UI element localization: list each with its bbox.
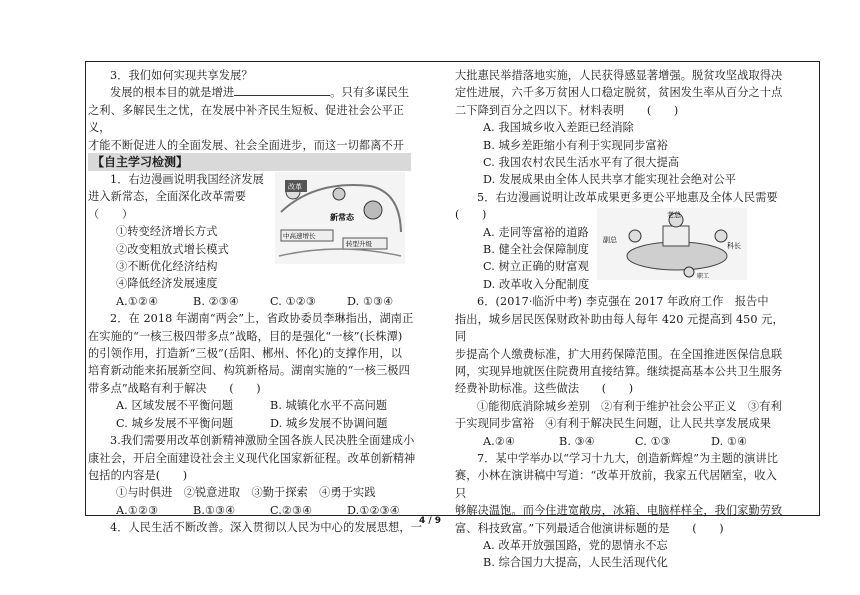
choice[interactable]: A.①②③ (116, 503, 159, 517)
q6-choices (455, 433, 787, 450)
q2-choices-ab (88, 397, 424, 414)
q4-option-d[interactable]: D. 发展成果由全体人民共享才能实现社会绝对公平 (483, 173, 737, 187)
q3-line2: 之利、多解民生之忧，在发展中补齐民生短板、促进社会公平正义， (88, 103, 405, 135)
q3b-line3: 包括的内容是( ) (88, 468, 188, 482)
q1-line2: 进入新常态，全面深化改革需要 (88, 190, 247, 204)
q3b-line2: 康社会，开启全面建设社会主义现代化国家新征程。改革创新精神 (88, 451, 416, 465)
q7-line2: 赛，小林在演讲稿中写道：“改革开放前，我家五代居陋室，收入只 (455, 469, 777, 500)
band-growth: 中高速增长 (283, 232, 316, 240)
q5-option-b[interactable]: B. 健全社会保障制度 (483, 243, 589, 257)
q3-title: 3．我们如何实现共享发展？ (110, 69, 253, 82)
choice[interactable]: B. 城镇化水平不高问题 (270, 399, 388, 413)
cartoon-economy-image (275, 172, 405, 264)
choice[interactable]: B.①③④ (193, 503, 236, 517)
choice[interactable]: B. ③④ (559, 434, 595, 448)
q2-line4: 培育新动能来拓展新空间、构筑新格局。湖南实施的“一核三极四 (88, 364, 410, 378)
choice[interactable]: C. ①③ (635, 434, 671, 448)
q2-line1: 2．在 2018 年湖南“两会”上，省政协委员李琳指出，湖南正 (110, 312, 414, 326)
choice[interactable]: A. 区域发展不平衡问题 (116, 399, 234, 413)
q4-line2: 大批惠民举措落地实施，人民获得感显著增强。脱贫攻坚战取得决 (455, 69, 783, 82)
choice[interactable]: C. 城乡发展不平衡问题 (116, 416, 234, 430)
q6-line4: 网，实现异地就医住院费用直接结算。继续提高基本公共卫生服务 (455, 364, 783, 378)
q7-option-b[interactable]: B. 综合国力大提高，人民生活现代化 (483, 556, 668, 570)
choice[interactable]: D.①②③④ (347, 503, 400, 517)
choice[interactable]: A.②④ (483, 434, 516, 448)
q3-line1: 发展的根本目的就是增进 。只有多谋民生 (110, 86, 410, 100)
q1-option-4: ④降低经济发展速度 (116, 277, 218, 291)
answer-blank[interactable] (234, 84, 330, 96)
q1-line1: 1．右边漫画说明我国经济发展 (110, 173, 264, 186)
q4-option-c[interactable]: C. 我国农村农民生活水平有了很大提高 (483, 156, 680, 170)
q1-option-2: ②改变粗放式增长模式 (116, 242, 229, 256)
q6-line1: 6．(2017·临沂中考) 李克强在 2017 年政府工作 报告中 (477, 295, 769, 309)
q6-line3: 步提高个人缴费标准，扩大用药保障范围。在全国推进医保信息联 (455, 347, 783, 361)
q5-option-a[interactable]: A. 走同等富裕的道路 (483, 225, 589, 239)
q4-line3: 定性进展，六千多万贫困人口稳定脱贫，贫困发生率从百分之十点 (455, 86, 783, 100)
q6-options-2: 于实现同步富裕 ④有利于解决民生问题，让人民共享发展成果 (455, 417, 772, 431)
band-upgrade: 转型升级 (346, 240, 372, 248)
q3b-options: ①与时俱进 ②锐意进取 ③勤于探索 ④勇于实践 (116, 486, 376, 500)
q1-option-3: ③不断优化经济结构 (116, 260, 218, 274)
section-title: 【自主学习检测】 (88, 153, 411, 171)
q2-line3: 的引领作用，打造新“三极”(岳阳、郴州、怀化)的支撑作用，以 (88, 347, 403, 361)
label-chief: 科长 (727, 242, 741, 250)
sign-reform: 改革 (288, 183, 302, 191)
q7-option-a[interactable]: A. 改革开放强国路，党的恩情永不忘 (483, 538, 668, 552)
choice[interactable]: A.①②④ (116, 294, 159, 308)
choice[interactable]: C. ①②③ (270, 294, 316, 308)
cartoon-distribution-image (597, 208, 747, 280)
choice[interactable]: D. ①④ (711, 434, 748, 448)
q1-choices (88, 293, 424, 310)
label-boss: 老总 (667, 211, 681, 219)
q6-line2: 指出，城乡居民医保财政补助由每人每年 420 元提高到 450 元，同 (455, 312, 784, 344)
q4-option-b[interactable]: B. 城乡差距缩小有利于实现同步富裕 (483, 138, 668, 152)
q2-choices-cd (88, 415, 424, 432)
q7-line1: 7．某中学举办以“学习十九大，创造新辉煌”为主题的演讲比 (477, 451, 779, 465)
q6-line5: 经费补助标准。这些做法 ( ) (455, 382, 634, 396)
page-number: 4 / 9 (418, 516, 442, 526)
label-deputy: 副总 (603, 236, 617, 244)
q7-line3: 够解决温饱。而今住进宽敞房，冰箱、电脑样样全，我们家勤劳致 (455, 504, 783, 518)
q6-options-1: ①能彻底消除城乡差别 ②有利于维护社会公平正义 ③有利 (477, 399, 782, 413)
q1-line3: （ ） (88, 207, 134, 221)
q2-line5: 带多点”战略有利于解决 ( ) (88, 381, 261, 395)
q2-line2: 在实施的“一核三极四带多点”战略，目的是强化“一核”(长株潭) (88, 329, 403, 343)
q5-option-d[interactable]: D. 改革收入分配制度 (483, 277, 590, 291)
choice[interactable]: D. ①③④ (347, 294, 394, 308)
q3-line3: 才能不断促进人的全面发展、社会全面进步，而这一切都离不开 (88, 138, 405, 152)
sign-new-normal: 新常态 (330, 213, 354, 222)
q5-line2: ( ) (455, 208, 487, 222)
choice[interactable]: C.②③④ (270, 503, 313, 517)
q5-line1: 5．右边漫画说明让改革成果更多更公平地惠及全体人民需要 (477, 190, 778, 204)
q4-line1: 4．人民生活不断改善。深入贯彻以人民为中心的发展思想，一 (110, 521, 422, 535)
q5-option-c[interactable]: C. 树立正确的财富观 (483, 260, 589, 274)
right-column (455, 67, 787, 572)
q7-line4: 富、科技致富。”下列最适合他演讲标题的是 ( ) (455, 521, 724, 535)
q3b-line1: 3.我们需要用改革创新精神激励全国各族人民决胜全面建成小 (110, 434, 415, 448)
choice[interactable]: B. ②③④ (193, 294, 240, 308)
cartoon-distribution-drawing (597, 208, 747, 280)
q4-option-a[interactable]: A. 我国城乡收入差距已经消除 (483, 121, 634, 135)
choice[interactable]: D. 城乡发展不协调问题 (270, 416, 388, 430)
label-worker: 职工 (697, 273, 710, 280)
cartoon-economy-drawing (275, 172, 405, 264)
q4-line4: 二下降到百分之四以下。材料表明 ( ) (455, 103, 679, 117)
q1-option-1: ①转变经济增长方式 (116, 225, 218, 239)
